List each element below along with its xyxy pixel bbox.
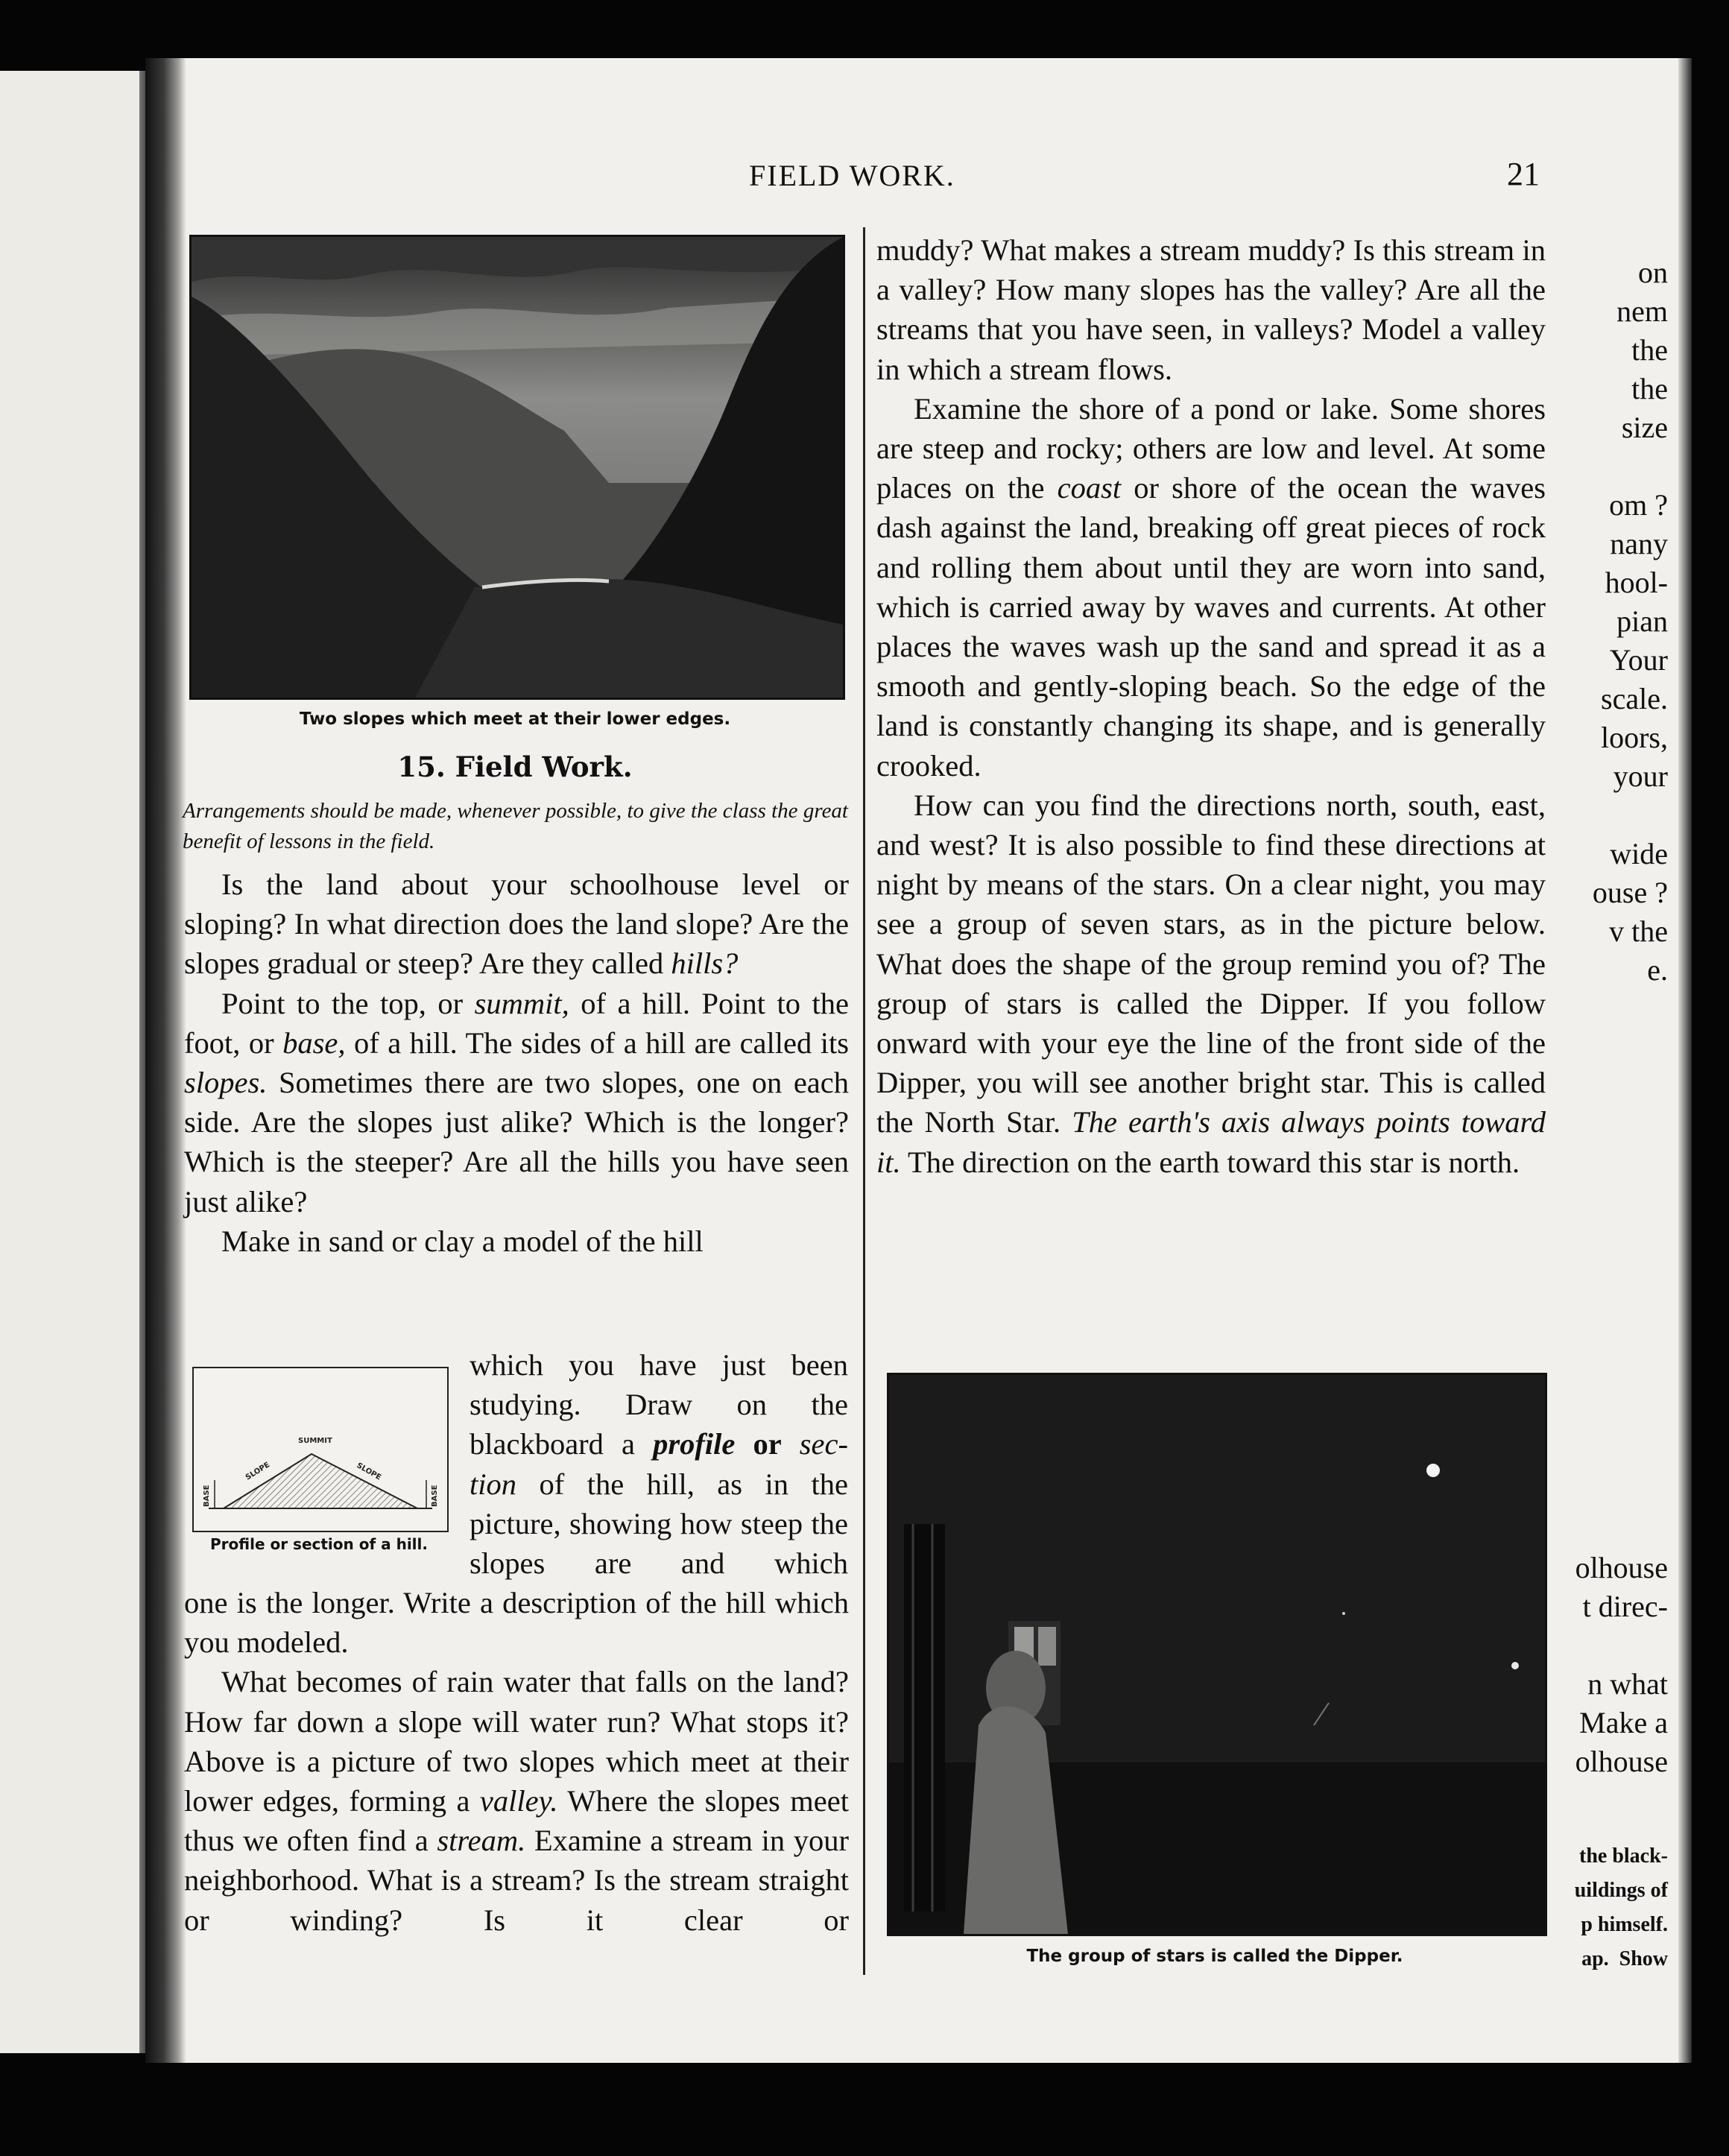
left-page-text-top xyxy=(1593,253,1668,990)
left-page-line: ouse ? xyxy=(1592,876,1668,909)
paragraph-text: of a hill. The sides of a hill are called its xyxy=(353,1025,850,1060)
paragraph-text: The direction on the earth toward this star is north. xyxy=(908,1145,1520,1179)
left-page-line: size xyxy=(1621,411,1668,444)
italic-term: profile xyxy=(653,1427,736,1461)
column-rule xyxy=(863,227,865,1975)
left-page-line: ap. Show xyxy=(1581,1947,1668,1970)
base-label-right: BASE xyxy=(431,1485,439,1507)
paragraph-model-continued xyxy=(470,1345,848,1583)
paragraph-text: which you have just been studying. Draw on the blackboard a xyxy=(470,1348,848,1461)
paragraph-text: How can you find the directions north, south, east, and west? It is also possible to find these directions at night by means of the stars. On a clear night, you may see a group of seven stars, as in the picture below. What does the shape of the group remind you of? The group of stars is called the Dipper. If you follow onward with your eye the line of the front side of the Dipper, you will see another bright star. This is called the North Star. xyxy=(876,788,1546,1139)
italic-term: summit, xyxy=(474,986,569,1020)
italic-term: hills? xyxy=(671,946,739,981)
left-page-line: on xyxy=(1638,256,1668,289)
left-page-line: the xyxy=(1631,333,1668,367)
italic-term: base, xyxy=(282,1025,346,1060)
left-page-line: t direc- xyxy=(1582,1590,1668,1623)
valley-caption: Two slopes which meet at their lower edges. xyxy=(299,709,731,729)
left-page-line: the black- xyxy=(1579,1844,1668,1868)
left-page-line: loors, xyxy=(1601,721,1668,754)
paragraph-text: What becomes of rain water that falls on the land? How far down a slope will water run? What stops it? Above is a picture of two slopes which meet at their lower edges, forming a xyxy=(184,1665,849,1818)
left-page-line: olhouse xyxy=(1575,1745,1668,1778)
paragraph-summit-base xyxy=(184,984,849,1221)
left-page-line: p himself. xyxy=(1581,1913,1668,1936)
left-page-line: your xyxy=(1613,759,1668,793)
paragraph-rain-water xyxy=(184,1662,849,1939)
summit-label: SUMMIT xyxy=(298,1437,332,1445)
paragraph-model-tail: one is the longer. Write a description of the hill which you modeled. xyxy=(184,1586,849,1660)
paragraph-text: Is the land about your schoolhouse level or sloping? In what direction does the land slope? Are the slopes gradual or steep? Are they called xyxy=(184,867,849,981)
left-column-lower xyxy=(184,1583,849,1940)
paragraph-text: or shore of the ocean the waves dash against the land, breaking off great pieces of rock and rolling them about until they are worn into sand, which is carried away by waves and currents. At other places the waves wash up the sand and spread it as a smooth and gently-sloping beach. So the edge of the land is constantly changing its shape, and is generally crooked. xyxy=(876,471,1546,783)
left-page-line: e. xyxy=(1647,953,1668,987)
inline-text-beside-figure xyxy=(470,1345,848,1583)
paragraph-muddy: muddy? What makes a stream muddy? Is this stream in a valley? How many slopes has the valley? Are all the streams that you have seen, in valleys? Model a valley in which a stream flows. xyxy=(876,233,1546,386)
left-page-line: uildings of xyxy=(1574,1879,1668,1902)
left-page-line: the xyxy=(1631,372,1668,405)
left-column xyxy=(184,864,849,1261)
italic-term: stream. xyxy=(437,1824,526,1858)
page-right-edge xyxy=(1678,58,1692,2063)
left-page-line: scale. xyxy=(1601,682,1668,715)
left-page-line: wide xyxy=(1610,837,1668,870)
italic-statement: The earth's axis always points toward it. xyxy=(876,1105,1546,1179)
paragraph-text: Examine the shore of a pond or lake. Some shores are steep and rocky; others are low and level. At some places on the xyxy=(876,391,1546,505)
running-head: FIELD WORK. xyxy=(749,159,955,192)
left-page-line: nany xyxy=(1610,527,1668,560)
left-page-line xyxy=(1593,796,1668,835)
left-page-line: om ? xyxy=(1609,488,1668,522)
left-page-line: v the xyxy=(1609,914,1668,948)
right-column xyxy=(876,230,1546,1182)
paragraph-shore xyxy=(876,389,1546,785)
left-page-line: pian xyxy=(1616,604,1668,638)
page-number: 21 xyxy=(1507,156,1540,192)
left-page-text-bottom xyxy=(1575,1549,1668,1781)
paragraph-text: Examine a stream in your neighborhood. What is a stream? Is the stream straight or winding? Is it clear or xyxy=(184,1824,850,1937)
italic-term: valley. xyxy=(479,1784,558,1818)
left-page-line: hool- xyxy=(1605,566,1668,599)
paragraph-directions xyxy=(876,785,1546,1182)
paragraph-text: Sometimes there are two slopes, one on each side. Are the slopes just alike? Which is the longer? Which is the steeper? Are all the hills you have seen just alike? xyxy=(184,1066,850,1218)
paragraph-text: or xyxy=(753,1427,782,1461)
italic-term: slopes. xyxy=(184,1066,268,1100)
section-note: Arrangements should be made, whenever possible, to give the class the great benefit of lessons in the field. xyxy=(183,799,848,853)
slope-label-left: SLOPE xyxy=(244,1461,272,1482)
left-page-line: Make a xyxy=(1579,1706,1668,1739)
left-page-line xyxy=(1593,447,1668,486)
profile-caption: Profile or section of a hill. xyxy=(210,1535,428,1553)
left-page-text-small xyxy=(1575,1839,1668,1976)
left-page-line xyxy=(1575,1626,1668,1665)
base-label-left: BASE xyxy=(203,1485,211,1507)
slope-label-right: SLOPE xyxy=(355,1461,383,1482)
left-page-fragment xyxy=(0,71,160,2053)
paragraph-land-level xyxy=(184,864,849,984)
hill-profile-figure xyxy=(192,1367,449,1532)
valley-photograph xyxy=(189,235,845,700)
paragraph-text: of a hill. Point to the foot, or xyxy=(184,986,850,1060)
dipper-caption: The group of stars is called the Dipper. xyxy=(1026,1947,1403,1966)
left-page-line: nem xyxy=(1616,294,1668,328)
left-page-line: olhouse xyxy=(1575,1551,1668,1584)
paragraph-text: Where the slopes meet thus we often find a xyxy=(184,1784,849,1858)
left-page-line: Your xyxy=(1609,643,1668,677)
italic-term: sec-tion xyxy=(470,1427,848,1501)
paragraph-text: Point to the top, or xyxy=(221,986,464,1020)
section-heading: 15. Field Work. xyxy=(397,750,633,783)
book-spine xyxy=(145,58,186,2063)
dipper-photograph xyxy=(887,1373,1547,1936)
left-page-line: n what xyxy=(1587,1667,1668,1701)
paragraph-model-lead: Make in sand or clay a model of the hill xyxy=(221,1224,704,1258)
paragraph-text: of the hill, as in the picture, showing how steep the slopes are and which xyxy=(470,1467,848,1581)
italic-term: coast xyxy=(1057,471,1122,505)
